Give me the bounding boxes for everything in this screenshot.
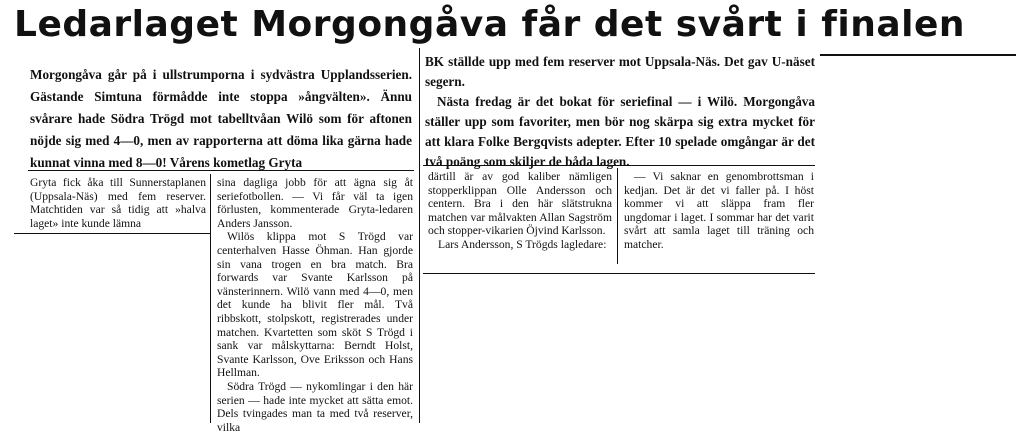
- body-column-4: [624, 170, 814, 252]
- divider-col3-bottom: [423, 273, 815, 274]
- lead-text: Morgongåva går på i ullstrumporna i sydvästra Upplandsserien. Gästande Simtuna förmådde inte stoppa »ångvälten». Ännu svårare hade Södra Trögd mot tabelltvåan Wilö som för aftonen nöjde sig med 4—0, men av rapporterna att döma lika gärna hade kunnat vinna med 8—0! Vårens kometlag Gryta: [30, 67, 412, 170]
- body-paragraph: Wilös klippa mot S Trögd var centerhalven Hasse Öhman. Han gjorde sin vana trogen en bra match. Bra forwards var Svante Karlsson på vänsterinnern. Wilö vann med 4—0, men det kunde ha blivit fler mål. Två ribbskott, stolpskott, registrerades under matchen. Kvartetten som sköt S Trögd i sank var målskyttarna: Berndt Holst, Svante Karlsson, Ove Eriksson och Hans Hellman.: [217, 230, 413, 380]
- body-column-2: [217, 176, 413, 434]
- divider-col3-col4: [617, 168, 618, 264]
- headline-rule-right: [820, 54, 1016, 56]
- body-paragraph: — Vi saknar en genombrottsman i kedjan. Det är det vi faller på. I höst kommer vi att släppa fram fler ungdomar i laget. I sommar har det varit svårt att samla laget till träning och matcher.: [624, 170, 814, 251]
- divider-col1-bottom: [14, 233, 210, 234]
- lead-continued-paragraph: BK ställde upp med fem reserver mot Uppsala-Näs. Det gav U-näset segern.: [425, 54, 815, 89]
- body-paragraph: därtill är av god kaliber nämligen stopperklippan Olle Andersson och centern. Bra i den här slätstrukna matchen var målvakten Allan Sagström och stopper-vikarien Öjvind Karlsson.: [428, 170, 612, 238]
- divider-lead-vertical: [419, 48, 420, 423]
- divider-col1-col2: [210, 174, 211, 423]
- body-paragraph: Gryta fick åka till Sunnerstaplanen (Uppsala-Näs) med fem reserver. Matchtiden var så tidig att »halva laget» inte kunde lämna: [30, 176, 206, 230]
- body-paragraph: Södra Trögd — nykomlingar i den här serien — hade inte mycket att sätta emot. Dels tvingades man ta med två reserver, vilka: [217, 379, 413, 434]
- lead-paragraph: [30, 64, 412, 174]
- lead-continued: [425, 52, 815, 172]
- body-paragraph: Lars Andersson, S Trögds lagledare:: [438, 237, 607, 251]
- body-column-1: [30, 176, 206, 230]
- body-paragraph: sina dagliga jobb för att ägna sig åt seriefotbollen. — Vi får väl ta igen förlusten, kommenterade Gryta-ledaren Anders Jansson.: [217, 176, 413, 230]
- lead-continued-paragraph: Nästa fredag är det bokat för seriefinal — i Wilö. Morgongåva ställer upp som favoriter, men bör nog skärpa sig extra mycket för att klara Folke Bergqvists adepter. Efter 10 spelade omgångar är det två poäng som skiljer de båda lagen.: [425, 94, 815, 169]
- body-column-3: [428, 170, 612, 252]
- headline: Ledarlaget Morgongåva får det svårt i finalen: [14, 4, 966, 45]
